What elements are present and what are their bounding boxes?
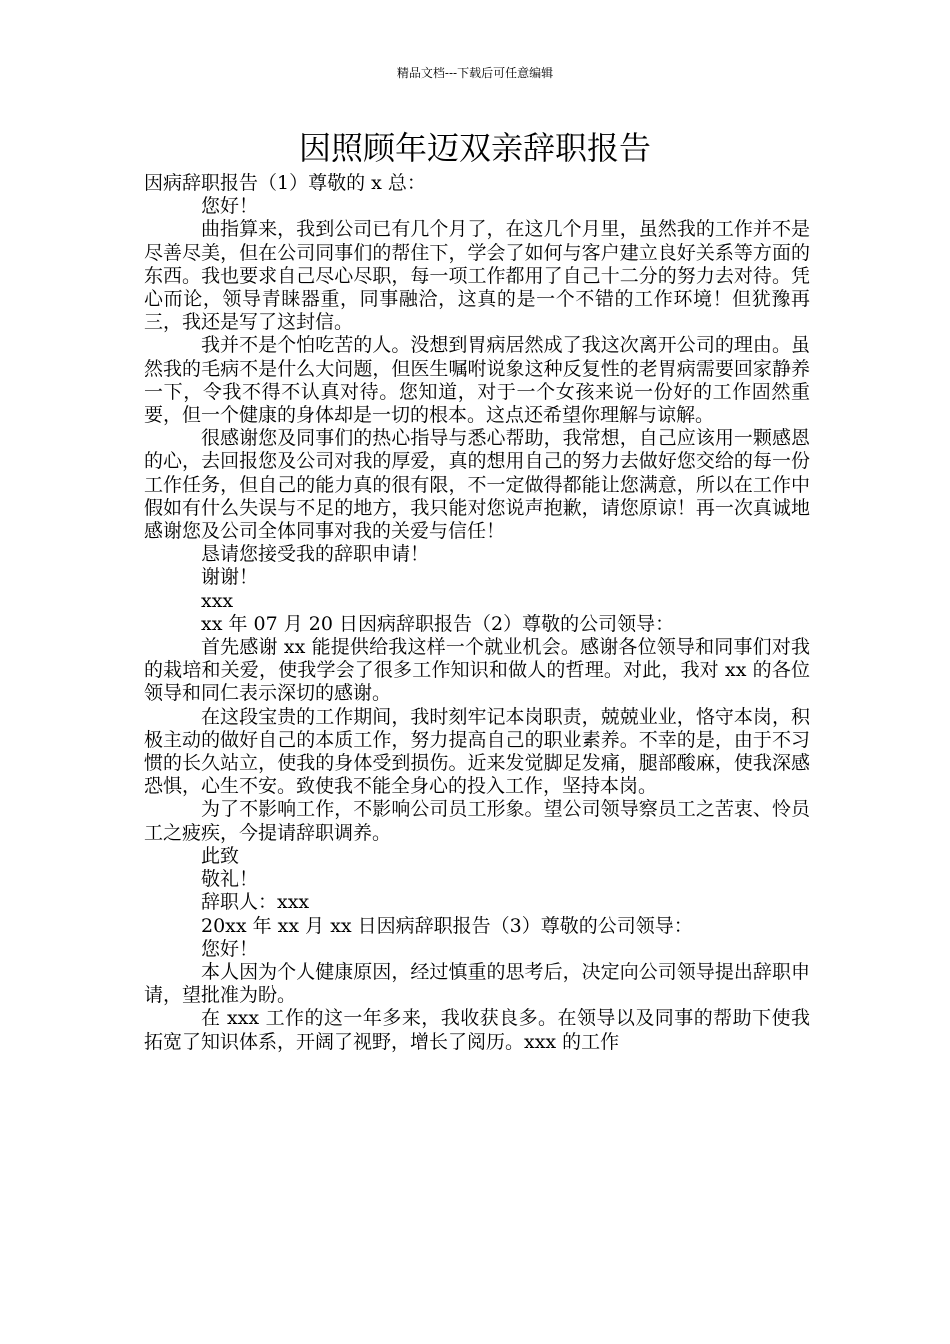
paragraph: xx 年 07 月 20 日因病辞职报告（2）尊敬的公司领导： — [201, 612, 675, 635]
paragraph: xxx — [201, 589, 234, 612]
paragraph: 此致 — [201, 844, 240, 867]
paragraph: 为了不影响工作，不影响公司员工形象。望公司领导察员工之苦衷、怜员工之疲疾，今提请辞职调养。 — [144, 798, 810, 844]
paragraph: 您好！ — [201, 195, 259, 218]
paragraph: 在这段宝贵的工作期间，我时刻牢记本岗职责，兢兢业业，恪守本岗，积极主动的做好自己的本质工作，努力提高自己的职业素养。不幸的是，由于不习惯的长久站立，使我的身体受到损伤。近来发觉脚足发痛，腿部酸麻，使我深感恐惧，心生不安。致使我不能全身心的投入工作，坚持本岗。 — [144, 705, 810, 798]
paragraph: 很感谢您及同事们的热心指导与悉心帮助，我常想，自己应该用一颗感恩的心，去回报您及公司对我的厚爱，真的想用自己的努力去做好您交给的每一份工作任务，但自己的能力真的很有限，不一定做得都能让您满意，所以在工作中假如有什么失误与不足的地方，我只能对您说声抱歉，请您原谅！再一次真诚地感谢您及公司全体同事对我的关爱与信任！ — [144, 427, 810, 543]
paragraph: 辞职人：xxx — [201, 891, 310, 914]
paragraph: 在 xxx 工作的这一年多来，我收获良多。在领导以及同事的帮助下使我拓宽了知识体系，开阔了视野，增长了阅历。xxx 的工作 — [144, 1007, 810, 1053]
document-body — [144, 172, 810, 1054]
paragraph: 20xx 年 xx 月 xx 日因病辞职报告（3）尊敬的公司领导： — [201, 914, 693, 937]
paragraph: 敬礼！ — [201, 868, 259, 891]
paragraph: 您好！ — [201, 937, 259, 960]
paragraph: 首先感谢 xx 能提供给我这样一个就业机会。感谢各位领导和同事们对我的栽培和关爱，使我学会了很多工作知识和做人的哲理。对此，我对 xx 的各位领导和同仁表示深切的感谢。 — [144, 636, 810, 705]
paragraph: 本人因为个人健康原因，经过慎重的思考后，决定向公司领导提出辞职申请，望批准为盼。 — [144, 960, 810, 1007]
paragraph: 曲指算来，我到公司已有几个月了，在这几个月里，虽然我的工作并不是尽善尽美，但在公司同事们的帮住下，学会了如何与客户建立良好关系等方面的东西。我也要求自己尽心尽职，每一项工作都用了自己十二分的努力去对待。凭心而论，领导青睐器重，同事融洽，这真的是一个不错的工作环境！但犹豫再三，我还是写了这封信。 — [144, 218, 810, 334]
paragraph: 恳请您接受我的辞职申请！ — [201, 543, 430, 566]
paragraph: 我并不是个怕吃苦的人。没想到胃病居然成了我这次离开公司的理由。虽然我的毛病不是什么大问题，但医生嘱咐说象这种反复性的老胃病需要回家静养一下，令我不得不认真对待。您知道，对于一个女孩来说一份好的工作固然重要，但一个健康的身体却是一切的根本。这点还希望你理解与谅解。 — [144, 334, 810, 427]
paragraph: 因病辞职报告（1）尊敬的 x 总： — [144, 172, 426, 194]
paragraph: 谢谢！ — [201, 566, 259, 589]
document-title: 因照顾年迈双亲辞职报告 — [298, 129, 651, 167]
page-header: 精品文档---下载后可任意编辑 — [396, 66, 554, 80]
